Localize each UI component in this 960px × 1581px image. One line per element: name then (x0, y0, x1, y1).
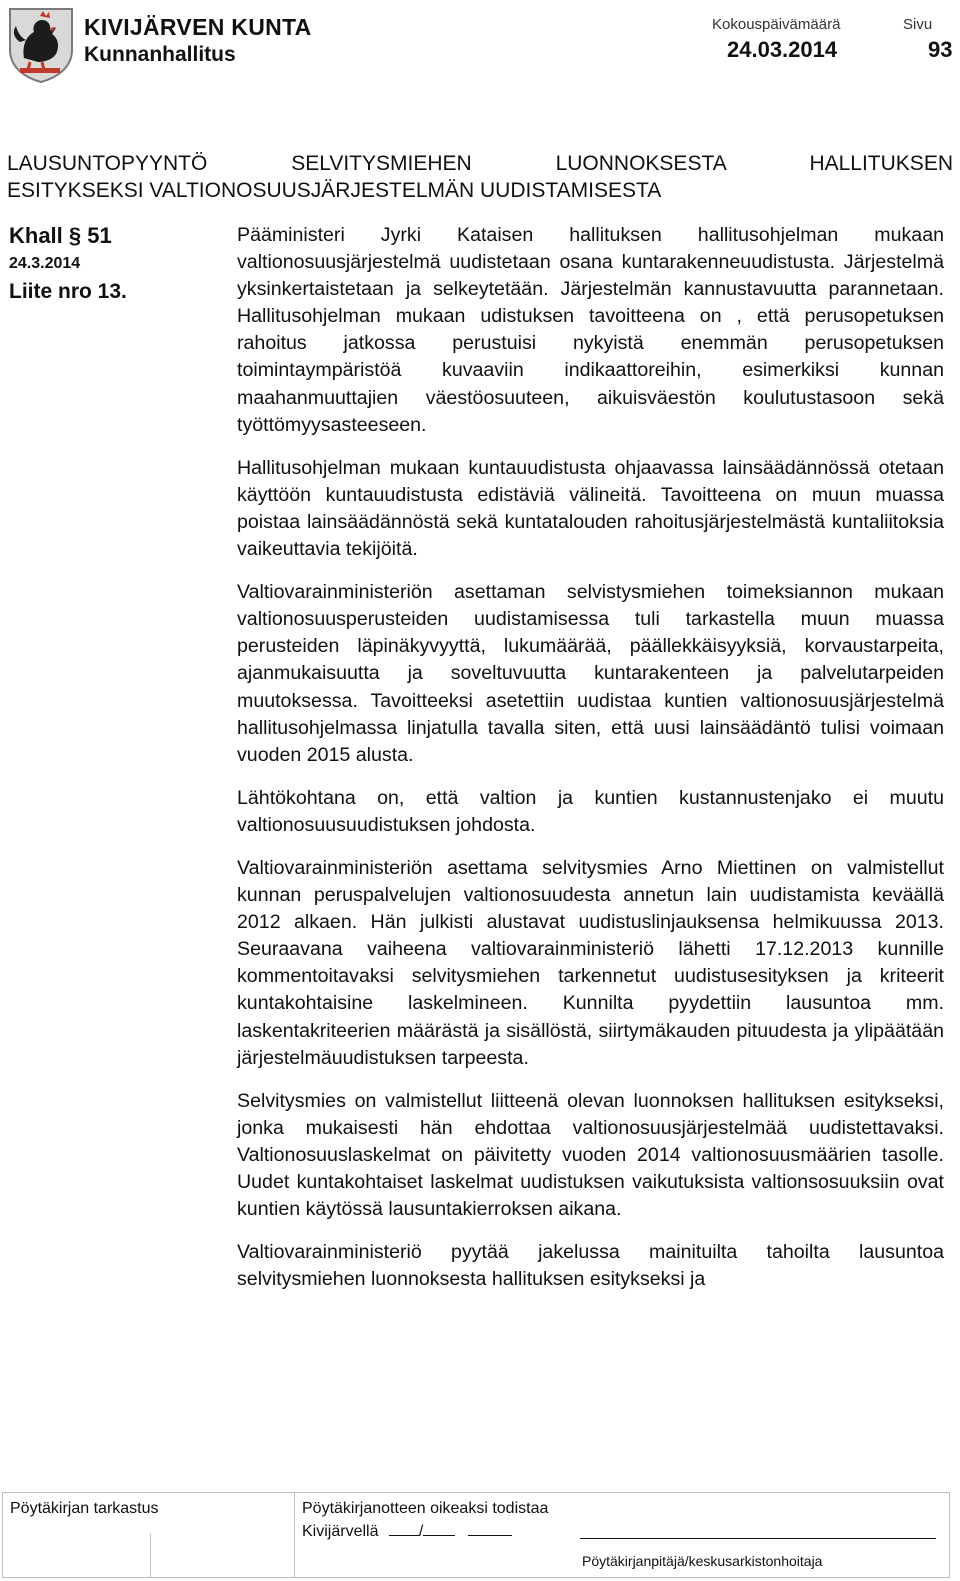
page-label: Sivu (903, 16, 933, 33)
meeting-date-label: Kokouspäivämäärä (712, 16, 841, 33)
signature-line (580, 1538, 936, 1539)
paragraph: Pääministeri Jyrki Kataisen hallituksen hallitusohjelman mukaan valtionosuusjärjestelmä uudistetaan osana kuntarakenneuudistusta. Järjestelmä yksinkertaistetaan ja selkeytetään. Järjestelmän kannustavuutta parannetaan. Hallitusohjelman mukaan udistuksen tavoitteena on , että perusopetuksen rahoitus jatkossa perustuisi nykyistä enemmän perusopetuksen toimintaympäristöä kuvaaviin indikaattoreihin, esimerkiksi kunnan maahanmuuttajien väestöosuuteen, aikuisväestön koulutustasoon sekä työttömyysasteeseen. (237, 224, 944, 436)
footer-divider (294, 1492, 295, 1578)
document-title (7, 150, 953, 204)
month-blank (423, 1521, 455, 1536)
org-unit: Kunnanhallitus (84, 43, 236, 66)
certified-label: Pöytäkirjanotteen oikeaksi todistaa (302, 1500, 549, 1517)
body-text (237, 222, 944, 1309)
sidebar (9, 222, 209, 306)
date-separator: / (418, 1523, 424, 1540)
section-number: Khall § 51 (9, 223, 112, 248)
paragraph: Valtiovarainministeriö pyytää jakelussa mainituilta tahoilta lausuntoa selvitysmiehen luonnoksesta hallituksen esitykseksi ja (237, 1241, 944, 1291)
attachment-number: Liite nro 13. (9, 280, 127, 303)
footer-divider (150, 1534, 151, 1578)
document-title-line-2: ESITYKSEKSI VALTIONOSUUSJÄRJESTELMÄN UUDISTAMISESTA (7, 179, 662, 202)
page-header (0, 0, 960, 100)
review-label: Pöytäkirjan tarkastus (10, 1500, 159, 1517)
year-blank (468, 1521, 512, 1536)
page-number: 93 (928, 37, 953, 62)
coat-of-arms-icon (6, 6, 76, 84)
paragraph: Selvitysmies on valmistellut liitteenä olevan luonnoksen hallituksen esitykseksi, jonka mukaisesti hän ehdottaa valtionosuusjärjestelmää uudistettavaksi. Valtionosuuslaskelmat on päivitetty vuoden 2014 valtionosuusmäärien tasolle. Uudet kuntakohtaiset laskelmat uudistuksen vaikutuksista valtionsosuuksiin ovat kuntien käytössä lausuntakierroksen aikana. (237, 1089, 944, 1221)
page-footer (0, 1490, 960, 1581)
paragraph: Valtiovarainministeriön asettama selvitysmies Arno Miettinen on valmistellut kunnan peruspalvelujen valtionosuudesta annetun lain uudistamista keväällä 2012 alkaen. Hän julkisti alustavat uudistuslinjauksensa helmikuussa 2013. Seuraavana vaiheena valtiovarainministeriö lähetti 17.12.2013 kunnille kommentoitavaksi selvitysmiehen tarkennetut uudistusesityksen ja kriteerit kuntakohtaisine laskelmineen. Kunnilta pyydettiin lausuntoa mm. laskentakriteerien määrästä ja sisällöstä, siirtymäkauden pituudesta ja ylipäätään järjestelmäuudistuksen tarpeesta. (237, 856, 944, 1069)
org-name: KIVIJÄRVEN KUNTA (84, 14, 312, 40)
meeting-date: 24.03.2014 (727, 37, 838, 62)
paragraph: Lähtökohtana on, että valtion ja kuntien kustannustenjako ei muutu valtionosuusuudistuksen johdosta. (237, 786, 944, 836)
day-blank (389, 1521, 419, 1536)
certification-place-date (302, 1521, 512, 1541)
document-title-line-1: LAUSUNTOPYYNTÖ SELVITYSMIEHEN LUONNOKSESTA HALLITUKSEN (7, 152, 953, 175)
place-name: Kivijärvellä (302, 1523, 379, 1540)
section-date: 24.3.2014 (9, 255, 81, 272)
paragraph: Hallitusohjelman mukaan kuntauudistusta ohjaavassa lainsäädännössä otetaan käyttöön kuntauudistusta edistäviä välineitä. Tavoitteena on muun muassa poistaa lainsäädännöstä sekä kuntatalouden rahoitusjärjestelmästä kuntaliitoksia vaikeuttavia tekijöitä. (237, 456, 944, 561)
paragraph: Valtiovarainministeriön asettaman selvistysmiehen toimeksiannon mukaan valtionosuusperusteiden uudistamisessa tuli tarkastella muun muassa perusteiden läpinäkyvyyttä, lukumäärää, päällekkäisyyksiä, korvaustarpeita, ajanmukaisuutta ja soveltuvuutta kuntarakenteen ja palvelutarpeiden muutoksessa. Tavoitteeksi asetettiin uudistaa kuntien valtionosuusjärjestelmä hallitusohjelmassa linjatulla tavalla siten, että uusi lainsäädäntö tulisi voimaan vuoden 2015 alusta. (237, 581, 944, 766)
signer-title: Pöytäkirjanpitäjä/keskusarkistonhoitaja (582, 1553, 823, 1569)
